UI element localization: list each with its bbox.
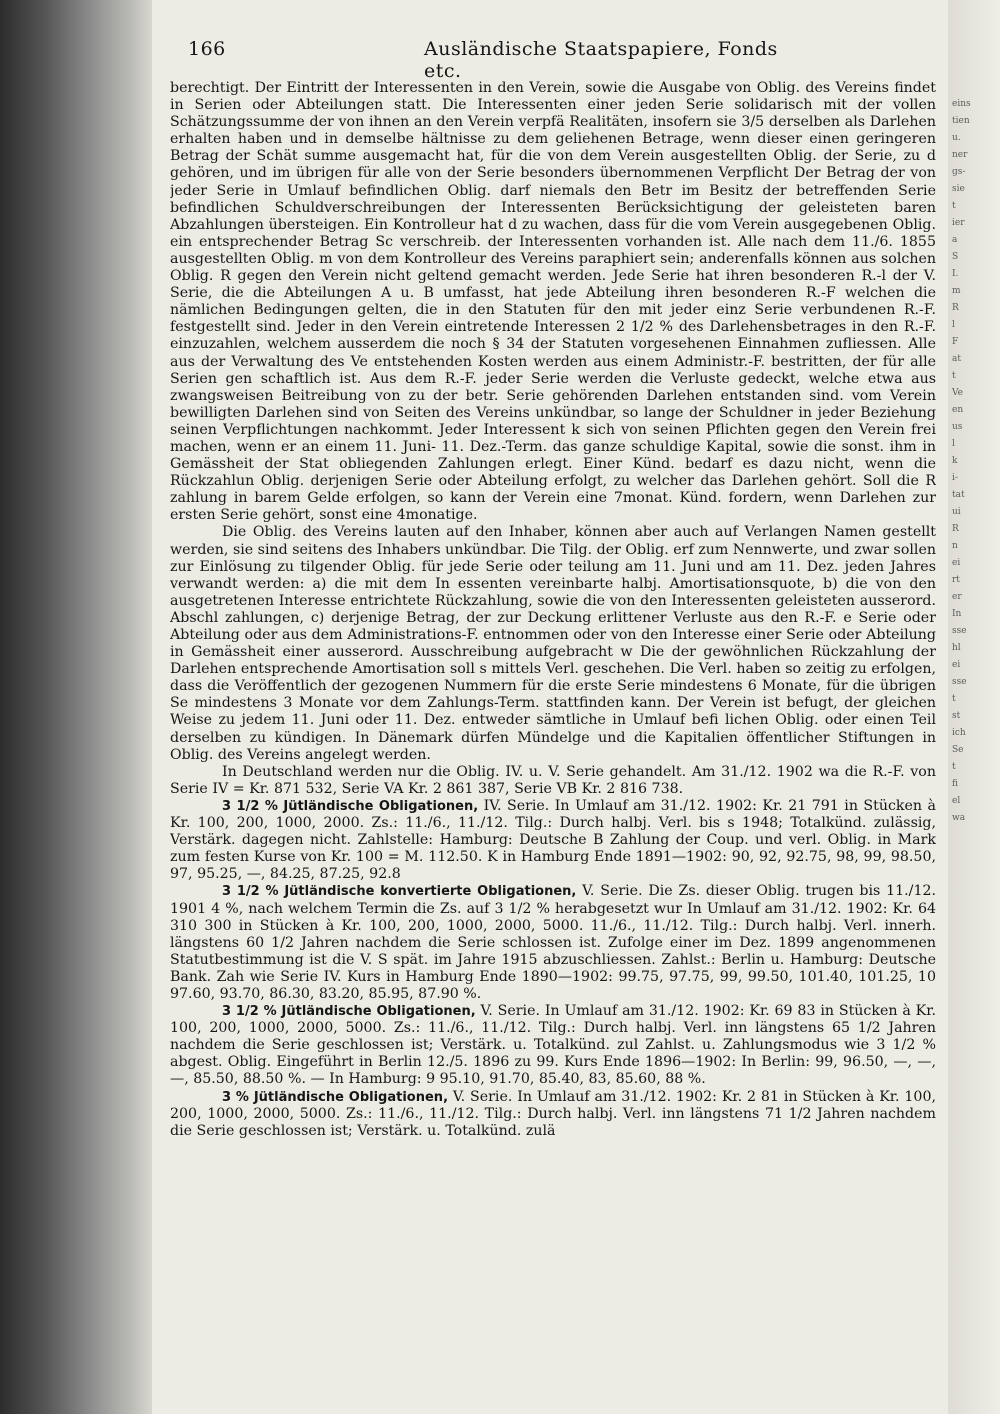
margin-fragment: hl [952,643,961,653]
bond-heading: 3 % Jütländische Obligationen, [222,1089,449,1105]
margin-fragment: t [952,694,956,704]
paragraph-text: In Deutschland werden nur die Oblig. IV. u. V. Serie gehandelt. Am 31./12. 1902 wa die R.-F. von Serie IV = Kr. 871 532, Serie VA Kr. 2 861 387, Serie VB Kr. 2 816 738. [170,763,936,797]
paragraph [170,883,936,1003]
margin-fragment: sie [952,184,965,194]
margin-fragment: eins [952,99,971,109]
margin-fragment: ner [952,150,968,160]
margin-fragment: wa [952,813,966,823]
margin-fragment: F [952,337,959,347]
margin-fragment: sse [952,677,967,687]
margin-fragment: R [952,524,959,534]
margin-fragment: I. [952,269,959,279]
margin-fragment: ei [952,558,961,568]
margin-fragment: ier [952,218,965,228]
margin-fragment: Se [952,745,964,755]
bond-heading: 3 1/2 % Jütländische Obligationen, [222,798,479,814]
running-title: Ausländische Staatspapiere, Fonds etc. [424,38,778,82]
cut-off-margin-fragments [952,96,992,827]
paragraph [170,764,936,798]
margin-fragment: tat [952,490,965,500]
paragraph-text: V. Serie. Die Zs. dieser Oblig. trugen bis 11./12. 1901 4 %, nach welchem Termin die Zs. auf 3 1/2 % herabgesetzt wur In Umlauf am 31./12. 1902: Kr. 64 310 300 in Stücken à Kr. 100, 200, 1000, 2000, 5000. 11./6., 11./12. Tilg.: Durch halbj. Verl. innerh. längstens 60 1/2 Jahren nachdem die Serie schlossen ist. Zufolge einer im Dez. 1899 angenommenen Statutbestimmung ist die V. S spät. im Jahre 1915 abzuschliessen. Zahlst.: Berlin u. Hamburg: Deutsche Bank. Zah wie Serie IV. Kurs in Hamburg Ende 1890—1902: 99.75, 97.75, 99, 99.50, 101.40, 101.25, 10 97.60, 93.70, 86.30, 83.20, 85.95, 87.90 %. [170,883,936,1002]
margin-fragment: rt [952,575,960,585]
paragraph-text: berechtigt. Der Eintritt der Interessenten in den Verein, sowie die Ausgabe von Oblig. des Vereins findet in Serien oder Abteilungen statt. Die Interessenten einer jeden Serie solidarisch mit der vollen Schätzungssumme der von ihnen an den Verein verpfä Realitäten, insofern sie 3/5 derselben als Darlehen erhalten haben und in demselbe hältnisse zu dem geliehenen Betrage, wenn dieser einen geringeren Betrag der Schät summe ausgemacht hat, für die von dem Verein ausgestellten Oblig. der Serie, zu d gehören, und im übrigen für alle von der Serie besonders übernommenen Verpflicht Der Betrag der von jeder Serie in Umlauf befindlichen Oblig. darf niemals den Betr im Besitz der betreffenden Serie befindlichen Schuldverschreibungen der Interessenten Berücksichtigung der geleisteten baren Abzahlungen übersteigen. Ein Kontrolleur hat d zu wachen, dass für die vom Verein ausgegebenen Oblig. ein entsprechender Betrag Sc verschreib. der Interessenten vorhanden ist. Alle nach dem 11./6. 1855 ausgestellten Oblig. m von dem Kontrolleur des Vereins paraphiert sein; anderenfalls können aus solchen Oblig. R gegen den Verein nicht geltend gemacht werden. Jede Serie hat ihren besonderen R.-l der V. Serie, die die Abteilungen A u. B umfasst, hat jede Abteilung ihren besonderen R.-F welchen die nämlichen Bedingungen gelten, die in den Statuten für den mit jeder einz Serie verbundenen R.-F. festgestellt sind. Jeder in den Verein eintretende Interessen 2 1/2 % des Darlehensbetrages in den R.-F. einzuzahlen, welchem ausserdem die noch § 34 der Statuten vorgesehenen Einnahmen zufliessen. Alle aus der Verwaltung des Ve entstehenden Kosten werden aus einem Administr.-F. bestritten, der für alle Serien gen schaftlich ist. Aus dem R.-F. jeder Serie werden die Verluste gedeckt, welche etwa aus zwangsweisen Beitreibung von zu der betr. Serie gehörenden Darlehen entstanden sind. vom Verein bewilligten Darlehen sind von Seiten des Vereins unkündbar, so lange der Schuldner in jeder Beziehung seinen Verpflichtungen nachkommt. Jeder Interessent k sich von seinen Pflichten gegen den Verein frei machen, wenn er an einem 11. Juni- 11. Dez.-Term. das ganze schuldige Kapital, sowie die sonst. ihm in Gemässheit der Stat obliegenden Zahlungen erlegt. Einer Künd. bedarf es dazu nicht, wenn die Rückzahlun Oblig. derjenigen Serie oder Abteilung erfolgt, zu welcher das Darlehen gehört. Soll die R zahlung in barem Gelde erfolgen, so kann der Verein eine 7monat. Künd. fordern, wenn Darlehen zur ersten Serie gehört, sonst eine 4monatige. [170,80,936,524]
margin-fragment: er [952,592,962,602]
margin-fragment: t [952,762,956,772]
paragraph [170,524,936,763]
margin-fragment: tien [952,116,970,126]
margin-fragment: l [952,320,955,330]
margin-fragment: t [952,371,956,381]
paragraph [170,80,936,524]
margin-fragment: ei [952,660,961,670]
margin-fragment: a [952,235,958,245]
margin-fragment: ui [952,507,961,517]
margin-fragment: us [952,422,963,432]
margin-fragment: m [952,286,961,296]
paragraph-text: V. Serie. In Umlauf am 31./12. 1902: Kr. 2 81 in Stücken à Kr. 100, 200, 1000, 2000, 5000. Zs.: 11./6., 11./12. Tilg.: Durch halbj. Verl. inn längstens 71 1/2 Jahren nachdem die Serie geschlossen ist; Verstärk. u. Totalkünd. zulä [170,1088,936,1139]
margin-fragment: gs- [952,167,966,177]
body-text [170,80,936,1396]
margin-fragment: S [952,252,959,262]
margin-fragment: k [952,456,958,466]
margin-fragment: n [952,541,958,551]
page-number: 166 [188,38,226,60]
margin-fragment: el [952,796,961,806]
book-binding-edge [0,0,152,1414]
margin-fragment: fi [952,779,959,789]
paragraph-text: IV. Serie. In Umlauf am 31./12. 1902: Kr. 21 791 in Stücken à Kr. 100, 200, 1000, 2000. Zs.: 11./6., 11./12. Tilg.: Durch halbj. Verl. bis s 1948; Totalkünd. zulässig, Verstärk. dagegen nicht. Zahlstelle: Hamburg: Deutsche B Zahlung der Coup. und verl. Oblig. in Mark zum festen Kurse von Kr. 100 = M. 112.50. K in Hamburg Ende 1891—1902: 90, 92, 92.75, 98, 99, 98.50, 97, 95.25, —, 84.25, 87.25, 92.8 [170,797,936,883]
margin-fragment: t [952,201,956,211]
paragraph-text: Die Oblig. des Vereins lauten auf den Inhaber, können aber auch auf Verlangen Namen gestellt werden, sie sind seitens des Inhabers unkündbar. Die Tilg. der Oblig. erf zum Nennwerte, und zwar sollen zur Einlösung zu tilgender Oblig. für jede Serie oder teilung am 11. Juni und am 11. Dez. jeden Jahres verwandt werden: a) die mit dem In essenten vereinbarte halbj. Amortisationsquote, b) die von den ausgetretenen Interesse entrichtete Rückzahlung, sowie die von den Interessenten geleisteten ausserord. Abschl zahlungen, c) derjenige Betrag, der zur Deckung erlittener Verluste aus den R.-F. e Serie oder Abteilung oder aus dem Administrations-F. entnommen oder von den Interesse einer Serie oder Abteilung in Gemässheit einer ausserord. Ausschreibung aufgebracht w Die der gewöhnlichen Rückzahlung der Darlehen entsprechende Amortisation soll s mittels Verl. geschehen. Die Verl. haben so zeitig zu erfolgen, dass die Veröffentlich der gezogenen Nummern für die erste Serie mindestens 6 Monate, für die übrigen Se mindestens 3 Monate vor dem Zahlungs-Term. stattfinden kann. Der Verein ist befugt, der gleichen Weise zu jedem 11. Juni oder 11. Dez. entweder sämtliche in Umlauf befi lichen Oblig. oder einen Teil derselben zu kündigen. In Dänemark dürfen Mündelge und die Kapitalien öffentlicher Stiftungen in Oblig. des Vereins angelegt werden. [170,524,936,763]
margin-fragment: u. [952,133,961,143]
paragraph [170,1003,936,1088]
margin-fragment: In [952,609,962,619]
margin-fragment: sse [952,626,967,636]
margin-fragment: at [952,354,961,364]
margin-fragment: st [952,711,961,721]
margin-fragment: Ve [952,388,963,398]
margin-fragment: ich [952,728,966,738]
margin-fragment: l [952,439,955,449]
paragraph [170,1089,936,1140]
bond-heading: 3 1/2 % Jütländische konvertierte Obligationen, [222,884,577,900]
margin-fragment: R [952,303,959,313]
paragraph-text: V. Serie. In Umlauf am 31./12. 1902: Kr. 69 83 in Stücken à Kr. 100, 200, 1000, 2000, 5000. Zs.: 11./6., 11./12. Tilg.: Durch halbj. Verl. inn längstens 65 1/2 Jahren nachdem die Serie geschlossen ist; Verstärk. u. Totalkünd. zul Zahlst. u. Zahlungsmodus wie 3 1/2 % abgest. Oblig. Eingeführt in Berlin 12./5. 1896 zu 99. Kurs Ende 1896—1902: In Berlin: 99, 96.50, —, —, —, 85.50, 88.50 %. — In Hamburg: 9 95.10, 91.70, 85.40, 83, 85.60, 88 %. [170,1003,936,1088]
paragraph [170,798,936,883]
margin-fragment: en [952,405,964,415]
margin-fragment: i- [952,473,958,483]
bond-heading: 3 1/2 % Jütländische Obligationen, [222,1004,476,1020]
